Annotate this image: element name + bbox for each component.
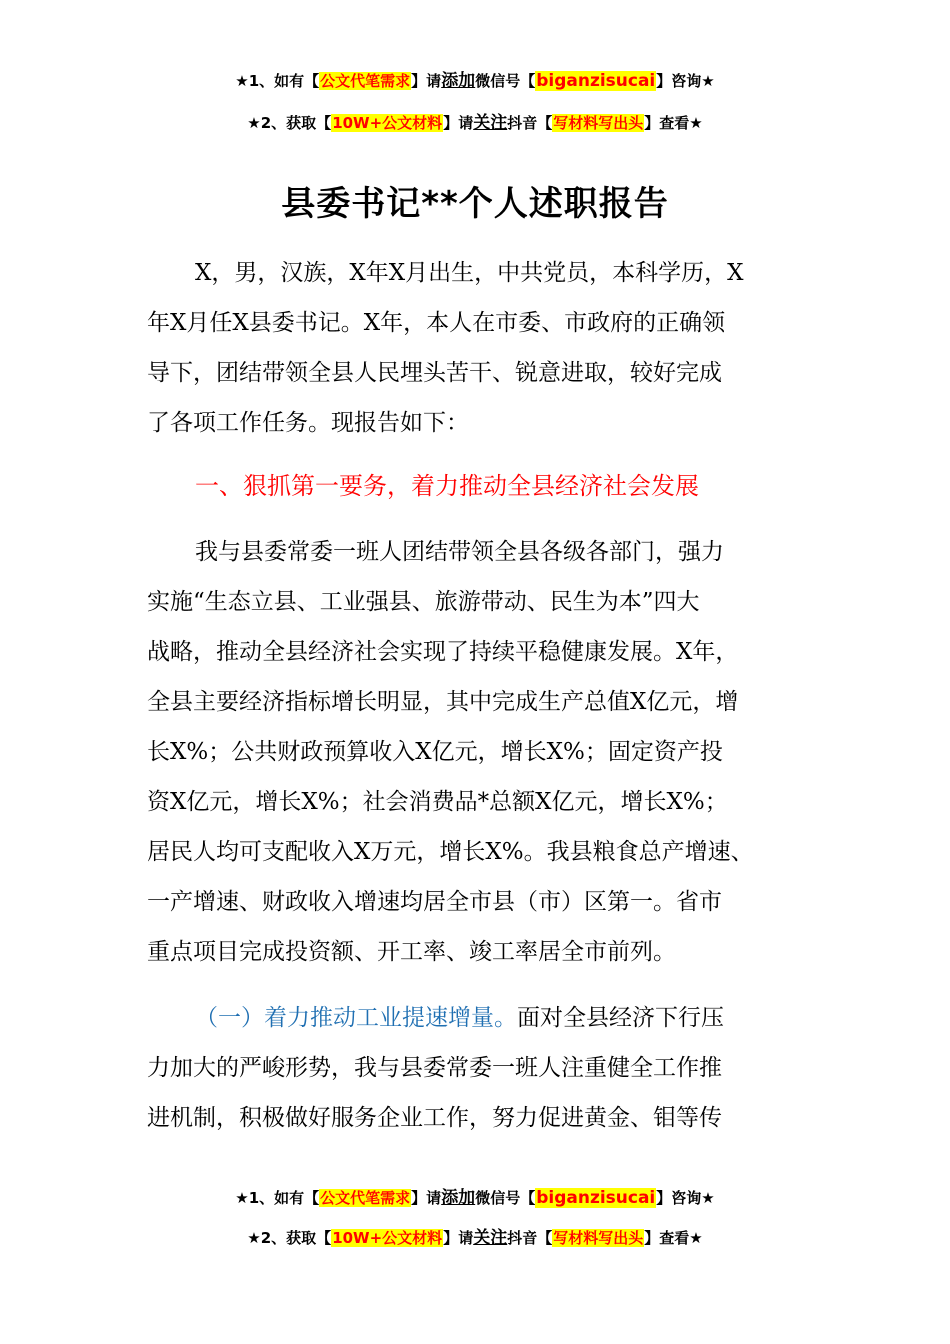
banner-text: 抖音【 xyxy=(507,114,553,132)
banner-text: 抖音【 xyxy=(507,1229,553,1247)
bottom-banner-line-2 xyxy=(0,1227,950,1249)
paragraph-line: 导下，团结带领全县人民埋头苦干、锐意进取，较好完成 xyxy=(147,360,722,386)
banner-text: 】查看★ xyxy=(644,1229,703,1247)
paragraph-line: 一产增速、财政收入增速均居全市县（市）区第一。省市 xyxy=(147,889,722,915)
paragraph-line: 力加大的严峻形势，我与县委常委一班人注重健全工作推 xyxy=(147,1055,722,1081)
section-1-paragraph xyxy=(147,527,817,977)
banner-emphasis: 添加 xyxy=(441,71,476,91)
subsection-heading: （一）着力推动工业提速增量。 xyxy=(195,1005,517,1031)
paragraph-line: 全县主要经济指标增长明显，其中完成生产总值X亿元，增 xyxy=(147,689,739,715)
paragraph-line: 进机制，积极做好服务企业工作，努力促进黄金、钼等传 xyxy=(147,1105,722,1131)
banner-text: 】查看★ xyxy=(644,114,703,132)
banner-text: 】咨询★ xyxy=(656,72,715,90)
banner-text: 】请 xyxy=(443,114,474,132)
banner-wechat-id: biganzisucai xyxy=(536,71,656,91)
paragraph-text: 面对全县经济下行压 xyxy=(517,1005,724,1031)
banner-text: ★2、获取【 xyxy=(247,114,332,132)
paragraph-line: 了各项工作任务。现报告如下： xyxy=(147,410,469,436)
banner-text: 微信号【 xyxy=(475,1189,536,1207)
paragraph-line: 长X%；公共财政预算收入X亿元，增长X%；固定资产投 xyxy=(147,739,723,765)
banner-text: 】请 xyxy=(443,1229,474,1247)
paragraph-line: 年X月任X县委书记。X年，本人在市委、市政府的正确领 xyxy=(147,310,726,336)
paragraph-line: 实施“生态立县、工业强县、旅游带动、民生为本”四大 xyxy=(147,589,700,615)
banner-douyin-id: 写材料写出头 xyxy=(553,1229,644,1247)
banner-text: ★2、获取【 xyxy=(247,1229,332,1247)
paragraph-line: 战略，推动全县经济社会实现了持续平稳健康发展。X年， xyxy=(147,639,739,665)
banner-text: 微信号【 xyxy=(475,72,536,90)
intro-paragraph xyxy=(147,248,817,448)
paragraph-line: 我与县委常委一班人团结带领全县各级各部门，强力 xyxy=(195,539,724,565)
paragraph-line: 重点项目完成投资额、开工率、竣工率居全市前列。 xyxy=(147,939,676,965)
document-title: 县委书记**个人述职报告 xyxy=(281,184,669,224)
banner-highlight: 10W+公文材料 xyxy=(332,114,443,132)
top-banner-line-2 xyxy=(0,112,950,134)
paragraph-line: 资X亿元，增长X%；社会消费品*总额X亿元，增长X%； xyxy=(147,789,728,815)
section-heading: 一、狠抓第一要务，着力推动全县经济社会发展 xyxy=(195,472,699,500)
paragraph-line: 居民人均可支配收入X万元，增长X%。我县粮食总产增速、 xyxy=(147,839,754,865)
top-banner-line-1 xyxy=(0,70,950,92)
banner-highlight: 公文代笔需求 xyxy=(320,1189,411,1207)
banner-text: 】请 xyxy=(411,1189,442,1207)
paragraph-line xyxy=(147,993,817,1043)
banner-highlight: 10W+公文材料 xyxy=(332,1229,443,1247)
bottom-banner-line-1 xyxy=(0,1187,950,1209)
banner-emphasis: 关注 xyxy=(473,1228,508,1248)
paragraph-line: X，男，汉族，X年X月出生，中共党员，本科学历，X xyxy=(195,260,744,286)
banner-douyin-id: 写材料写出头 xyxy=(553,114,644,132)
banner-wechat-id: biganzisucai xyxy=(536,1188,656,1208)
banner-text: 】请 xyxy=(411,72,442,90)
banner-highlight: 公文代笔需求 xyxy=(320,72,411,90)
subsection-1-paragraph xyxy=(147,993,817,1143)
banner-emphasis: 关注 xyxy=(473,113,508,133)
banner-emphasis: 添加 xyxy=(441,1188,476,1208)
banner-text: ★1、如有【 xyxy=(235,72,320,90)
banner-text: ★1、如有【 xyxy=(235,1189,320,1207)
banner-text: 】咨询★ xyxy=(656,1189,715,1207)
